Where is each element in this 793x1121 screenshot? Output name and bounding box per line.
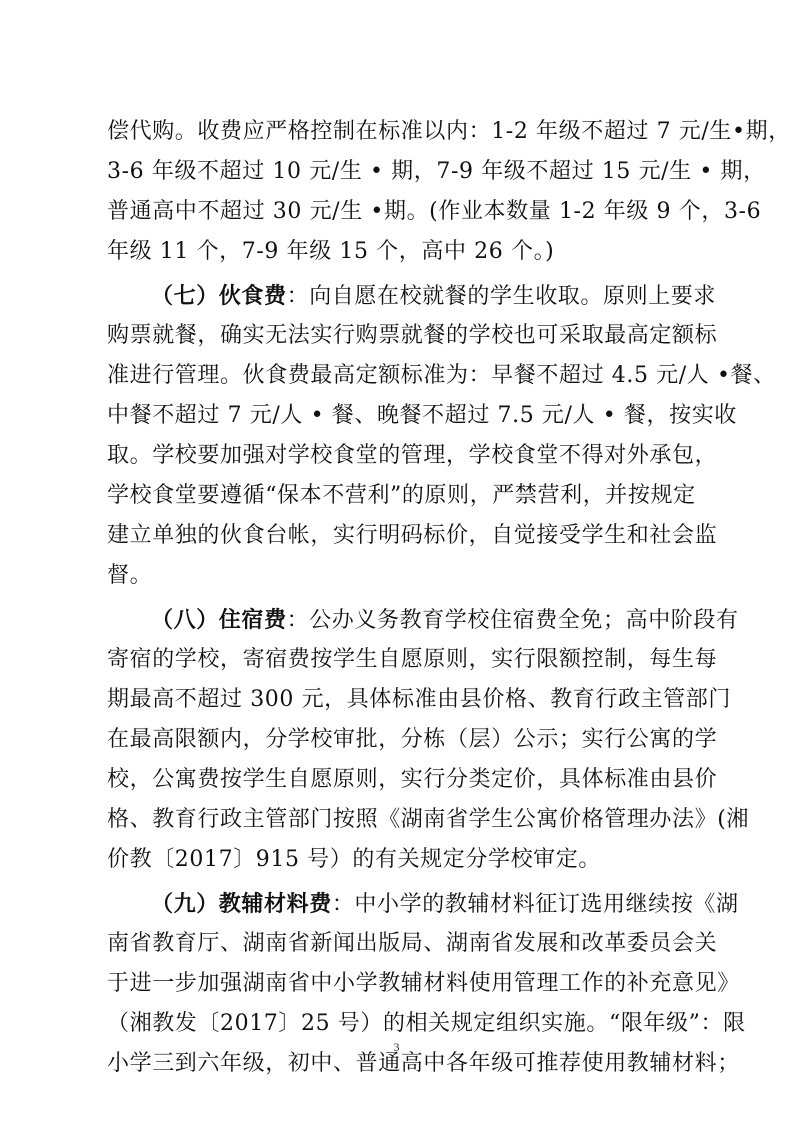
text-span: ：中小学的教辅材料征订选用继续按《湖 — [331, 892, 739, 917]
text-line: 普通高中不超过 30 元/生 •期。(作业本数量 1-2 年级 9 个，3-6 — [107, 199, 762, 224]
text-line: 准进行管理。伙食费最高定额标准为：早餐不超过 4.5 元/人 •餐、 — [107, 363, 776, 388]
text-span: ：向自愿在校就餐的学生收取。原则上要求 — [286, 284, 717, 309]
text-line: 期最高不超过 300 元，具体标准由县价格、教育行政主管部门 — [107, 687, 731, 712]
text-line: 中餐不超过 7 元/人 • 餐、晚餐不超过 7.5 元/人 • 餐，按实收 — [107, 403, 737, 428]
text-line: 价教〔2017〕915 号）的有关规定分学校审定。 — [107, 847, 601, 872]
text-line: 寄宿的学校，寄宿费按学生自愿原则，实行限额控制，每生每 — [107, 647, 718, 672]
text-line: 取。学校要加强对学校食堂的管理，学校食堂不得对外承包， — [107, 443, 718, 468]
text-line: 于进一步加强湖南省中小学教辅材料使用管理工作的补充意见》 — [107, 971, 740, 996]
text-line: 年级 11 个，7-9 年级 15 个，高中 26 个。) — [107, 239, 555, 264]
text-line — [107, 276, 717, 316]
text-line: 建立单独的伙食台帐，实行明码标价，自觉接受学生和社会监 — [107, 523, 718, 548]
section-heading-8: （八）住宿费 — [151, 607, 287, 633]
text-line: （湘教发〔2017〕25 号）的相关规定组织实施。“限年级”：限 — [107, 1011, 746, 1036]
paragraph-section-7 — [107, 276, 776, 596]
text-line: 南省教育厅、湖南省新闻出版局、湖南省发展和改革委员会关 — [107, 931, 718, 956]
text-line: 校，公寓费按学生自愿原则，实行分类定价，具体标准由县价 — [107, 767, 718, 792]
section-heading-9: （九）教辅材料费 — [151, 891, 332, 917]
section-heading-7: （七）伙食费 — [151, 283, 287, 309]
page-number: 3 — [393, 1040, 400, 1054]
paragraph-continuation — [107, 112, 791, 272]
text-line: 在最高限额内，分学校审批，分栋（层）公示；实行公寓的学 — [107, 727, 718, 752]
text-line: 偿代购。收费应严格控制在标准以内：1-2 年级不超过 7 元/生•期， — [107, 119, 791, 144]
paragraph-section-8 — [107, 600, 749, 880]
text-line: 学校食堂要遵循“保本不营利”的原则，严禁营利，并按规定 — [107, 483, 696, 508]
text-line — [107, 600, 739, 640]
text-line: 3-6 年级不超过 10 元/生 • 期，7-9 年级不超过 15 元/生 • 期， — [107, 159, 766, 184]
text-line: 格、教育行政主管部门按照《湖南省学生公寓价格管理办法》(湘 — [107, 807, 749, 832]
document-body — [107, 112, 791, 1084]
text-line — [107, 884, 739, 924]
text-line: 小学三到六年级，初中、普通高中各年级可推荐使用教辅材料； — [107, 1051, 740, 1076]
text-line: 购票就餐，确实无法实行购票就餐的学校也可采取最高定额标 — [107, 323, 718, 348]
text-line: 督。 — [107, 563, 153, 588]
text-span: ：公办义务教育学校住宿费全免；高中阶段有 — [286, 608, 739, 633]
